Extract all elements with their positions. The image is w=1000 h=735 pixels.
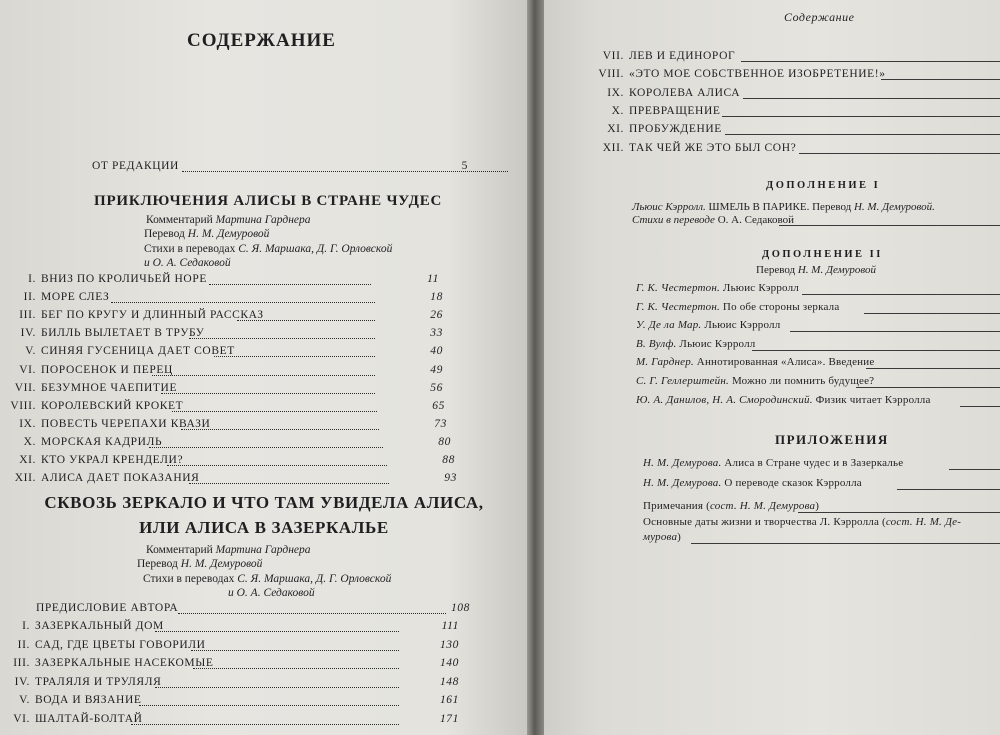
toc-row-wonderland[interactable]	[19, 363, 461, 380]
leader-dots	[189, 483, 389, 484]
chapter-number: X.	[611, 104, 624, 117]
chapter-page: 88	[442, 454, 455, 466]
toc-title: ПРЕДИСЛОВИЕ АВТОРА	[36, 602, 179, 614]
leader-dots	[139, 705, 399, 706]
leader-dots	[152, 375, 375, 376]
entry-text: Н. М. Демурова. О переводе сказок Кэрролла	[643, 477, 862, 489]
chapter-page: 40	[430, 345, 443, 358]
leader-line	[799, 153, 1000, 154]
entry-text: Ю. А. Данилов, Н. А. Смородинский. Физик читает Кэрролла	[636, 393, 931, 406]
appendix2-row[interactable]	[636, 319, 1000, 335]
entry-text: Н. М. Демурова. Алиса в Стране чудес и в Зазеркалье	[643, 457, 904, 469]
chapter-title: СИНЯЯ ГУСЕНИЦА ДАЕТ СОВЕТ	[41, 345, 235, 358]
toc-row-looking-glass[interactable]	[14, 675, 475, 692]
chapter-page: 33	[430, 327, 443, 340]
leader-line	[881, 79, 1000, 80]
section-note: Перевод Н. М. Демуровой	[137, 558, 263, 570]
appendix2-row[interactable]	[636, 338, 1000, 354]
appendix2-row[interactable]	[636, 282, 1000, 298]
chapter-page: 73	[434, 417, 447, 430]
book-gutter	[527, 0, 544, 735]
toc-row-looking-glass[interactable]	[22, 620, 475, 636]
chapter-number: V.	[19, 694, 30, 706]
leader-line	[741, 61, 1000, 62]
chapter-title: ЗАЗЕРКАЛЬНЫЙ ДОМ	[35, 620, 164, 632]
chapter-page: 56	[430, 381, 443, 394]
chapter-page: 140	[439, 657, 459, 669]
chapter-page: 18	[430, 291, 443, 304]
chapter-page: 130	[439, 638, 459, 651]
toc-row-looking-glass[interactable]	[13, 657, 475, 673]
appendix1-line: Льюис Кэрролл. ШМЕЛЬ В ПАРИКЕ. Перевод Н. М. Демуровой.	[632, 201, 935, 213]
appendix2-row[interactable]	[636, 375, 1000, 391]
chapter-number: I.	[22, 620, 30, 632]
chapter-title: БЕЗУМНОЕ ЧАЕПИТИЕ	[41, 381, 178, 394]
appendix-row[interactable]	[643, 457, 1000, 473]
appendix-row[interactable]	[643, 477, 1000, 493]
appendix2-title: ДОПОЛНЕНИЕ II	[762, 249, 883, 260]
chapter-number: IX.	[607, 86, 624, 99]
chapter-title: ТРАЛЯЛЯ И ТРУЛЯЛЯ	[35, 675, 162, 688]
chapter-title: «ЭТО МОЕ СОБСТВЕННОЕ ИЗОБРЕТЕНИЕ!»	[629, 68, 886, 81]
toc-row-looking-glass[interactable]	[13, 712, 475, 729]
section-note: Комментарий Мартина Гарднера	[146, 544, 311, 556]
leader-line	[790, 331, 1000, 332]
chapter-page: 93	[444, 472, 457, 485]
toc-row-preface[interactable]	[36, 602, 476, 618]
chapter-title: ЛЕВ И ЕДИНОРОГ	[629, 50, 736, 62]
leader-dots	[131, 724, 399, 725]
section-note: Комментарий Мартина Гарднера	[146, 214, 311, 226]
leader-dots	[155, 631, 399, 632]
leader-line	[752, 350, 1000, 351]
chapter-title: АЛИСА ДАЕТ ПОКАЗАНИЯ	[41, 472, 200, 485]
leader-line	[691, 543, 1000, 544]
chapter-number: XII.	[14, 472, 36, 485]
leader-dots	[178, 613, 446, 614]
entry-text: Г. К. Честертон. Льюис Кэрролл	[636, 282, 799, 294]
chapter-title: ВОДА И ВЯЗАНИЕ	[35, 694, 142, 706]
chapter-page: 65	[432, 399, 445, 412]
leader-dots	[214, 356, 375, 357]
chapter-title: БИЛЛЬ ВЫЛЕТАЕТ В ТРУБУ	[41, 327, 205, 340]
appendix2-subtitle: Перевод Н. М. Демуровой	[756, 264, 876, 276]
chapter-title: КОРОЛЕВА АЛИСА	[629, 86, 741, 99]
section-title-line: СКВОЗЬ ЗЕРКАЛО И ЧТО ТАМ УВИДЕЛА АЛИСА,	[44, 493, 484, 512]
chapter-title: ПРЕВРАЩЕНИЕ	[629, 104, 721, 117]
chapter-title: ВНИЗ ПО КРОЛИЧЬЕЙ НОРЕ	[41, 273, 207, 285]
leader-dots	[237, 320, 375, 321]
chapter-number: VIII.	[598, 68, 624, 81]
toc-row-looking-glass[interactable]	[598, 68, 1000, 84]
running-head: Содержание	[784, 10, 855, 24]
toc-row-wonderland[interactable]	[19, 309, 461, 325]
chapter-number: VI.	[19, 363, 36, 376]
chapter-title: ПРОБУЖДЕНИЕ	[629, 123, 722, 136]
chapter-title: КТО УКРАЛ КРЕНДЕЛИ?	[41, 454, 184, 466]
chapter-title: ШАЛТАЙ-БОЛТАЙ	[35, 712, 143, 725]
leader-line	[856, 387, 1000, 388]
chapter-number: X.	[23, 435, 36, 448]
chapter-number: III.	[13, 657, 30, 669]
appendix1-title: ДОПОЛНЕНИЕ I	[766, 180, 881, 191]
toc-row-looking-glass[interactable]	[607, 86, 1000, 103]
toc-row-wonderland[interactable]	[23, 291, 461, 307]
chapter-number: XI.	[607, 123, 624, 136]
leader-dots	[111, 302, 375, 303]
chapter-page: 26	[430, 309, 443, 322]
toc-row-wonderland[interactable]	[14, 381, 461, 398]
chapter-number: I.	[28, 273, 36, 285]
appendix2-row[interactable]	[636, 301, 1000, 317]
entry-text: М. Гарднер. Аннотированная «Алиса». Введение	[636, 356, 875, 369]
chapter-title: ПОВЕСТЬ ЧЕРЕПАХИ КВАЗИ	[41, 417, 211, 430]
leader-dots	[191, 650, 399, 651]
toc-row-wonderland[interactable]	[23, 435, 461, 452]
leader-dots	[149, 447, 383, 448]
entry-text: В. Вулф. Льюис Кэрролл	[636, 337, 756, 350]
leader-dots	[155, 687, 399, 688]
chapter-page: 49	[430, 363, 443, 376]
chapter-title: ЗАЗЕРКАЛЬНЫЕ НАСЕКОМЫЕ	[35, 657, 214, 669]
toc-row-looking-glass[interactable]	[602, 50, 1000, 66]
leader-line	[802, 294, 1000, 295]
section-note: Стихи в переводах С. Я. Маршака, Д. Г. Орловской	[143, 573, 392, 585]
appendices-title: ПРИЛОЖЕНИЯ	[775, 432, 889, 447]
toc-page: 108	[450, 602, 470, 614]
chapter-title: БЕГ ПО КРУГУ И ДЛИННЫЙ РАССКАЗ	[41, 309, 264, 322]
chapter-title: МОРСКАЯ КАДРИЛЬ	[41, 435, 163, 448]
section-note: Стихи в переводах С. Я. Маршака, Д. Г. Орловской	[144, 243, 393, 255]
appendix-row-notes[interactable]	[643, 500, 1000, 516]
chapter-number: IV.	[14, 675, 30, 688]
appendix2-row[interactable]	[636, 394, 1000, 410]
chapter-number: VIII.	[10, 399, 36, 412]
leader-line	[949, 469, 1000, 470]
toc-page: 5	[461, 160, 468, 172]
chapter-page: 148	[439, 675, 459, 688]
appendix-text: мурова)	[643, 531, 682, 543]
section-note: Перевод Н. М. Демуровой	[144, 228, 270, 240]
chapter-page: 171	[439, 712, 459, 725]
page-title: СОДЕРЖАНИЕ	[187, 30, 336, 51]
chapter-title: ТАК ЧЕЙ ЖЕ ЭТО БЫЛ СОН?	[629, 141, 797, 154]
leader-dots	[209, 284, 371, 285]
chapter-number: VII.	[602, 50, 624, 62]
toc-row-wonderland[interactable]	[10, 399, 461, 416]
leader-line	[866, 368, 1000, 369]
section-title-looking-glass	[44, 490, 484, 540]
toc-row-looking-glass[interactable]	[611, 104, 1000, 121]
chapter-title: САД, ГДЕ ЦВЕТЫ ГОВОРИЛИ	[35, 638, 206, 651]
entry-text: У. Де ла Мар. Льюис Кэрролл	[636, 319, 781, 332]
leader-line	[960, 406, 1000, 407]
toc-row-looking-glass[interactable]	[17, 638, 475, 655]
leader-line	[725, 134, 1000, 135]
chapter-title: МОРЕ СЛЕЗ	[41, 291, 110, 304]
leader-line	[897, 489, 1000, 490]
right-page	[544, 0, 1000, 735]
leader-dots	[161, 393, 375, 394]
leader-line	[864, 313, 1000, 314]
leader-dots	[193, 668, 399, 669]
entry-text: С. Г. Геллерштейн. Можно ли помнить будущее?	[636, 375, 875, 387]
entry-text: Г. К. Честертон. По обе стороны зеркала	[636, 300, 840, 313]
section-note: и О. А. Седаковой	[228, 587, 315, 599]
chapter-number: XII.	[602, 141, 624, 154]
leader-dots	[172, 411, 377, 412]
toc-title: ОТ РЕДАКЦИИ	[92, 160, 179, 172]
chapter-number: II.	[23, 291, 36, 304]
leader-dots	[189, 338, 375, 339]
chapter-number: II.	[17, 638, 30, 651]
chapter-page: 80	[438, 435, 451, 448]
chapter-page: 161	[439, 694, 459, 706]
toc-row-looking-glass[interactable]	[602, 141, 1000, 158]
chapter-number: IV.	[20, 327, 36, 340]
chapter-page: 11	[427, 273, 439, 285]
toc-row-editorial[interactable]	[92, 160, 472, 176]
chapter-title: КОРОЛЕВСКИЙ КРОКЕТ	[41, 399, 184, 412]
chapter-number: VII.	[14, 381, 36, 394]
leader-line	[722, 116, 1000, 117]
appendix-text: Основные даты жизни и творчества Л. Кэрролла (сост. Н. М. Де-	[643, 516, 962, 528]
toc-row-wonderland[interactable]	[14, 472, 461, 488]
section-title-line: ИЛИ АЛИСА В ЗАЗЕРКАЛЬЕ	[139, 518, 389, 537]
toc-row-wonderland[interactable]	[20, 327, 461, 343]
appendix2-row[interactable]	[636, 356, 1000, 372]
chapter-title: ПОРОСЕНОК И ПЕРЕЦ	[41, 363, 173, 376]
appendix1-line: Стихи в переводе О. А. Седаковой	[632, 214, 795, 226]
toc-row-wonderland[interactable]	[19, 454, 461, 470]
leader-line	[798, 512, 1000, 513]
toc-row-wonderland[interactable]	[25, 345, 461, 361]
leader-line	[743, 98, 1000, 99]
appendix-row-dates-cont[interactable]	[643, 531, 1000, 547]
chapter-page: 111	[441, 620, 459, 632]
toc-row-looking-glass[interactable]	[607, 123, 1000, 139]
chapter-number: V.	[25, 345, 36, 358]
leader-dots	[181, 429, 379, 430]
toc-row-wonderland[interactable]	[28, 273, 461, 289]
appendix-row-dates[interactable]	[643, 516, 1000, 532]
chapter-number: XI.	[19, 454, 36, 466]
leader-line	[779, 225, 1000, 226]
section-note: и О. А. Седаковой	[144, 257, 231, 269]
leader-dots	[167, 465, 387, 466]
appendix-text: Примечания (сост. Н. М. Демурова)	[643, 500, 820, 512]
chapter-number: IX.	[19, 417, 36, 430]
toc-row-looking-glass[interactable]	[19, 694, 475, 710]
section-title-wonderland: ПРИКЛЮЧЕНИЯ АЛИСЫ В СТРАНЕ ЧУДЕС	[94, 193, 443, 209]
chapter-number: VI.	[13, 712, 30, 725]
chapter-number: III.	[19, 309, 36, 322]
toc-row-wonderland[interactable]	[19, 417, 461, 434]
